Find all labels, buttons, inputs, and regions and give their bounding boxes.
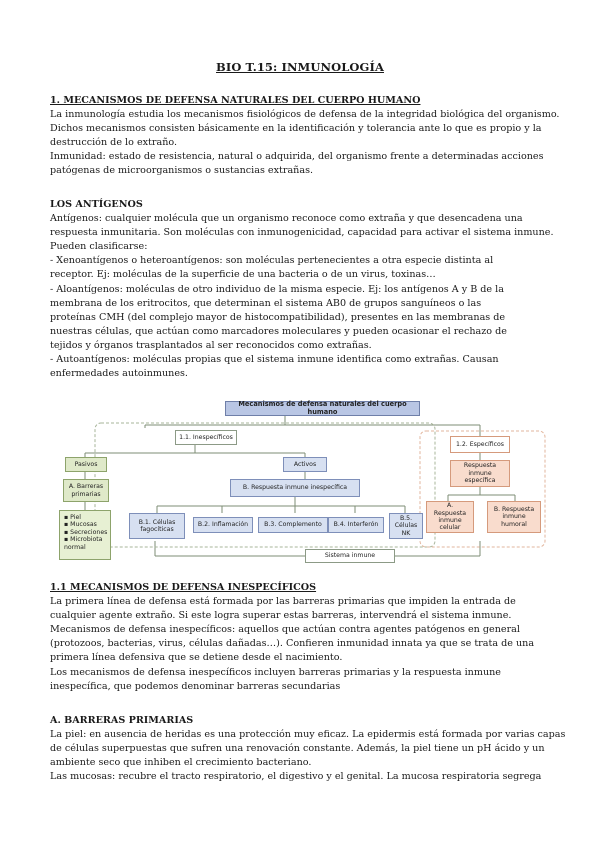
paragraph-line: ambiente seco que inhiben el crecimiento bacteriano. [50, 757, 312, 769]
paragraph-line: nuestras células, que actúan como marcadores moleculares y pueden ocasionar el rechazo de [50, 325, 507, 337]
paragraph-line: - Autoantígenos: moléculas propias que el sistema inmune identifica como extrañas. Causan [50, 354, 499, 366]
diagram-respuesta-humoral-box: B. Respuesta inmune humoral [487, 501, 541, 533]
paragraph-line: La inmunología estudia los mecanismos fisiológicos de defensa de la integridad biológica del organismo. [50, 109, 560, 121]
paragraph-line: tejidos y órganos trasplantados al ser reconocidos como extrañas. [50, 339, 372, 351]
paragraph-line: La primera línea de defensa está formada por las barreras primarias que impiden la entrada de [50, 596, 516, 608]
diagram-respuesta-especifica-box: Respuesta inmune específica [450, 460, 510, 487]
section-barreras-primarias [50, 714, 566, 784]
list-item: ▪ Piel [64, 514, 110, 521]
paragraph-line: patógenas de microorganismos o sustancias extrañas. [50, 165, 314, 177]
diagram-b1-box: B.1. Células fagocíticas [129, 513, 185, 539]
paragraph-line: cualquier agente extraño. Si este logra superar estas barreras, intervendrá el sistema inmune. [50, 610, 512, 622]
diagram-b3-box: B.3. Complemento [258, 517, 328, 533]
paragraph-line: de células superpuestas que sufren una renovación constante. Además, la piel tiene un pH ácido y un [50, 743, 545, 755]
diagram-activos-box: Activos [283, 457, 327, 472]
paragraph-line: Los mecanismos de defensa inespecíficos incluyen barreras primarias y la respuesta inmune [50, 666, 501, 678]
diagram-barreras-box: A. Barreras primarias [63, 479, 109, 502]
paragraph-line: La piel: en ausencia de heridas es una protección muy eficaz. La epidermis está formada por varias capas [50, 729, 566, 741]
diagram-b5-box: B.5. Células NK [389, 513, 423, 539]
antigens-heading: LOS ANTÍGENOS [50, 199, 143, 210]
paragraph-line: enfermedades autoinmunes. [50, 368, 188, 380]
diagram-b2-box: B.2. Inflamación [193, 517, 253, 533]
diagram-barreras-list [59, 510, 111, 560]
paragraph-line: receptor. Ej: moléculas de la superficie de una bacteria o de un virus, toxinas… [50, 269, 436, 281]
paragraph-line: Las mucosas: recubre el tracto respiratorio, el digestivo y el genital. La mucosa respiratoria segrega [50, 771, 542, 783]
paragraph-line: - Xenoantígenos o heteroantígenos: son moléculas pertenecientes a otra especie distinta al [50, 255, 494, 267]
page-title: BIO T.15: INMUNOLOGÍA [216, 60, 384, 74]
diagram-respuesta-celular-box: A. Respuesta inmune celular [426, 501, 474, 533]
section-1 [50, 94, 560, 179]
section-1-1-heading: 1.1 MECANISMOS DE DEFENSA INESPECÍFICOS [50, 582, 317, 593]
paragraph-line: inespecífica, que podemos denominar barreras secundarias [50, 680, 341, 692]
paragraph-line: (protozoos, bacterias, virus, células dañadas…). Confieren inmunidad innata ya que se trata de una [50, 638, 535, 650]
list-item: ▪ Microbiota normal [64, 536, 110, 551]
diagram-inespecificos-box: 1.1. Inespecíficos [175, 430, 237, 445]
diagram-pasivos-box: Pasivos [65, 457, 107, 472]
section-1-1 [50, 581, 560, 694]
barreras-heading: A. BARRERAS PRIMARIAS [50, 715, 194, 726]
list-item: ▪ Mucosas [64, 521, 110, 528]
paragraph-line: Inmunidad: estado de resistencia, natural o adquirida, del organismo frente a determinadas acciones [50, 151, 544, 163]
paragraph-line: Mecanismos de defensa inespecíficos: aquellos que actúan contra agentes patógenos en general [50, 624, 520, 636]
diagram-respuesta-inespecifica-box: B. Respuesta inmune inespecífica [230, 479, 360, 497]
paragraph-line: destrucción de lo extraño. [50, 137, 178, 149]
paragraph-line: Antígenos: cualquier molécula que un organismo reconoce como extraña y que desencadena una [50, 213, 523, 225]
list-item: ▪ Secreciones [64, 529, 110, 536]
paragraph-line: Dichos mecanismos consisten básicamente en la identificación y tolerancia ante lo que es propio y la [50, 123, 542, 135]
diagram-b4-box: B.4. Interferón [328, 517, 384, 533]
diagram-root-box: Mecanismos de defensa naturales del cuerpo humano [225, 401, 420, 416]
defense-mechanisms-diagram [55, 393, 550, 578]
diagram-especificos-box: 1.2. Específicos [450, 436, 510, 453]
diagram-sistema-inmune-box: Sistema inmune [305, 549, 395, 563]
paragraph-line: respuesta inmunitaria. Son moléculas con inmunogenicidad, capacidad para activar el sistema inmune. [50, 227, 554, 239]
paragraph-line: primera línea defensiva que se detiene desde el nacimiento. [50, 652, 343, 664]
section-1-heading: 1. MECANISMOS DE DEFENSA NATURALES DEL CUERPO HUMANO [50, 95, 421, 106]
paragraph-line: proteínas CMH (del complejo mayor de histocompatibilidad), presentes en las membranas de [50, 311, 506, 323]
paragraph-line: - Aloantígenos: moléculas de otro individuo de la misma especie. Ej: los antígenos A y B de la [50, 283, 504, 295]
paragraph-line: Pueden clasificarse: [50, 241, 148, 253]
paragraph-line: membrana de los eritrocitos, que determinan el sistema AB0 de grupos sanguíneos o las [50, 297, 482, 309]
section-antigens [50, 198, 560, 381]
